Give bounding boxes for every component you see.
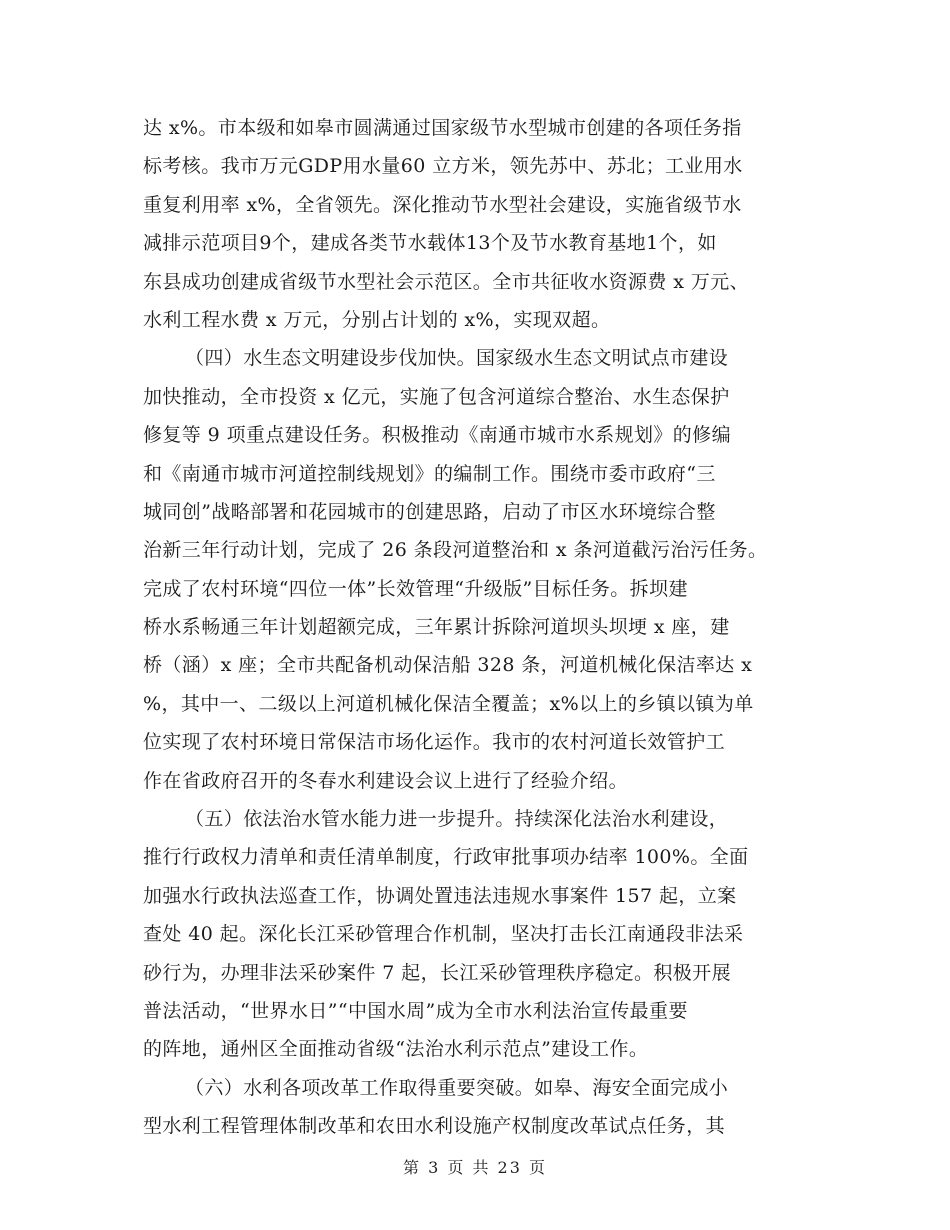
- text-line: 普法活动，“世界水日”“中国水周”成为全市水利法治宣传最重要: [143, 999, 688, 1022]
- text-line: 和《南通市城市河道控制线规划》的编制工作。围绕市委市政府“三: [143, 462, 716, 485]
- footer-middle: 页 共: [447, 1158, 491, 1177]
- text-line: 重复利用率 x%，全省领先。深化推动节水型社会建设，实施省级节水: [143, 193, 742, 216]
- text-line: 达 x%。市本级和如皋市圆满通过国家级节水型城市创建的各项任务指: [143, 117, 742, 139]
- text-line: 桥（涵）x 座；全市共配备机动保洁船 328 条，河道机械化保洁率达 x: [143, 654, 753, 677]
- section-heading-line: （四）水生态文明建设步伐加快。国家级水生态文明试点市建设: [185, 347, 729, 370]
- text-line: 减排示范项目9个，建成各类节水载体13个及节水教育基地1个，如: [143, 232, 717, 255]
- text-line: 砂行为，办理非法采砂案件 7 起，长江采砂管理秩序稳定。积极开展: [143, 961, 731, 984]
- text-line: 完成了农村环境“四位一体”长效管理“升级版”目标任务。拆坝建: [143, 577, 688, 600]
- footer-prefix: 第: [402, 1158, 421, 1177]
- text-line: 城同创”战略部署和花园城市的创建思路，启动了市区水环境综合整: [143, 500, 716, 523]
- text-line: 的阵地，通州区全面推动省级“法治水利示范点”建设工作。: [143, 1038, 649, 1061]
- footer-suffix: 页: [529, 1158, 548, 1177]
- text-line: 修复等 9 项重点建设任务。积极推动《南通市城市水系规划》的修编: [143, 424, 731, 447]
- text-line: 查处 40 起。深化长江采砂管理合作机制，坚决打击长江南通段非法采: [143, 923, 744, 946]
- text-line: 加快推动，全市投资 x 亿元，实施了包含河道综合整治、水生态保护: [143, 385, 730, 408]
- text-line: 型水利工程管理体制改革和农田水利设施产权制度改革试点任务，其: [143, 1115, 726, 1138]
- text-line: 推行行政权力清单和责任清单制度，行政审批事项办结率 100%。全面: [143, 846, 749, 869]
- page-footer: [0, 1155, 950, 1178]
- document-body: [143, 109, 813, 1146]
- text-line: 桥水系畅通三年计划超额完成，三年累计拆除河道坝头坝埂 x 座，建: [143, 616, 730, 639]
- text-line: 治新三年行动计划，完成了 26 条段河道整治和 x 条河道截污治污任务。: [143, 539, 768, 562]
- text-line: 标考核。我市万元GDP用水量60 立方米，领先苏中、苏北；工业用水: [143, 155, 743, 178]
- footer-current-page: 3: [428, 1158, 441, 1177]
- section-heading-line: （六）水利各项改革工作取得重要突破。如皋、海安全面完成小: [185, 1076, 729, 1099]
- footer-total-pages: 23: [497, 1158, 522, 1177]
- text-line: 加强水行政执法巡查工作，协调处置违法违规水事案件 157 起，立案: [143, 884, 737, 907]
- section-heading-line: （五）依法治水管水能力进一步提升。持续深化法治水利建设，: [185, 808, 729, 831]
- text-line: 东县成功创建成省级节水型社会示范区。全市共征收水资源费 x 万元、: [143, 270, 749, 293]
- text-line: 位实现了农村环境日常保洁市场化运作。我市的农村河道长效管护工: [143, 731, 726, 754]
- text-line: 水利工程水费 x 万元，分别占计划的 x%，实现双超。: [143, 308, 611, 331]
- text-line: %，其中一、二级以上河道机械化保洁全覆盖；x%以上的乡镇以镇为单: [143, 692, 754, 715]
- text-line: 作在省政府召开的冬春水利建设会议上进行了经验介绍。: [143, 769, 629, 792]
